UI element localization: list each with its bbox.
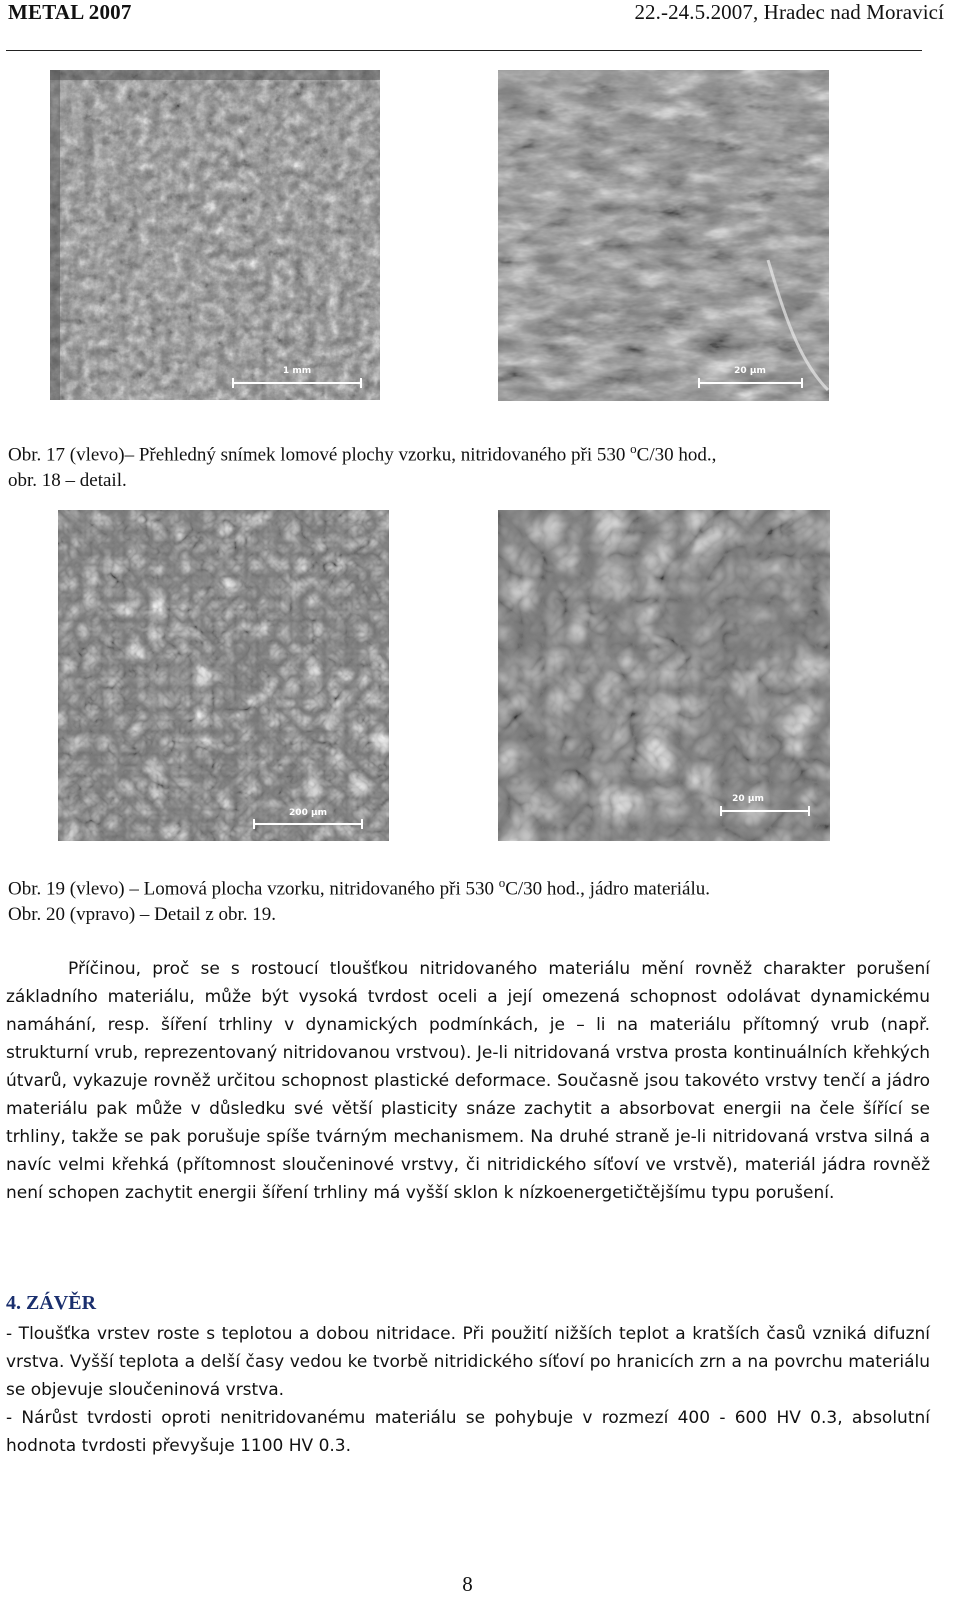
figure-18-sem-image [498,70,829,401]
caption-figures-17-18: Obr. 17 (vlevo)– Přehledný snímek lomové plochy vzorku, nitridovaného při 530 $^o$C/30 hod., obr. 18 – detail. [8,441,717,492]
conclusion-item: - Tloušťka vrstev roste s teplotou a dobou nitridace. Při použití nižších teplot a kratších časů vzniká difuzní vrstva. Vyšší teplota a delší časy vedou ke tvorbě nitridického síťoví po hranicích zrn a na povrchu materiálu se objevuje sloučeninová vrstva. [6,1324,930,1400]
conclusion-item: - Nárůst tvrdosti oproti nenitridovanému materiálu se pohybuje v rozmezí 400 - 600 HV 0.3, absolutní hodnota tvrdosti převyšuje 1100 HV 0.3. [6,1408,930,1456]
figure-19-sem-image [58,510,389,841]
body-paragraph: Příčinou, proč se s rostoucí tloušťkou nitridovaného materiálu mění rovněž charakter porušení základního materiálu, může být vysoká tvrdost oceli a její omezená schopnost odolávat dynamickému namáhání, resp. šíření trhliny v dynamických podmínkách, je – li na materiálu přítomný vrub (např. strukturní vrub, reprezentovaný nitridovanou vrstvou). Je-li nitridovaná vrstva prosta kontinuálních křehkých útvarů, vykazuje rovněž určitou schopnost plastické deformace. Současně jsou takovéto vrstvy tenčí a jádro materiálu pak může v důsledku své větší plasticity snáze zachytit a absorbovat energii na čele šířící se trhliny, takže se pak porušuje spíše tvárným mechanismem. Na druhé straně je-li nitridovaná vrstva silná a navíc velmi křehká (přítomnost sloučeninové vrstvy, či nitridického síťoví ve vrstvě), materiál jádra rovněž není schopen zachytit energii šíření trhliny má vyšší sklon k nízkoenergetičtějšímu typu porušení. [6,959,930,1203]
conference-name: METAL 2007 [8,0,132,24]
scale-bar [232,382,362,384]
scale-label: 20 µm [732,794,764,804]
scale-bar [253,823,363,825]
conference-date-location: 22.-24.5.2007, Hradec nad Moravicí [634,0,944,24]
figure-20-sem-image [498,510,830,841]
page-header [8,0,944,34]
header-rule [6,50,922,51]
caption-figures-19-20: Obr. 19 (vlevo) – Lomová plocha vzorku, nitridovaného při 530 $^o$C/30 hod., jádro materiálu. Obr. 20 (vpravo) – Detail z obr. 19. [8,875,710,926]
scale-bar [698,382,803,384]
section-title-conclusion: 4. ZÁVĚR [6,1292,97,1314]
scale-bar [720,810,810,812]
scale-label: 1 mm [282,366,312,376]
page-number: 8 [462,1572,473,1596]
figure-17-sem-image [50,70,380,400]
scale-label: 200 µm [289,808,327,818]
scale-label: 20 µm [734,366,766,376]
